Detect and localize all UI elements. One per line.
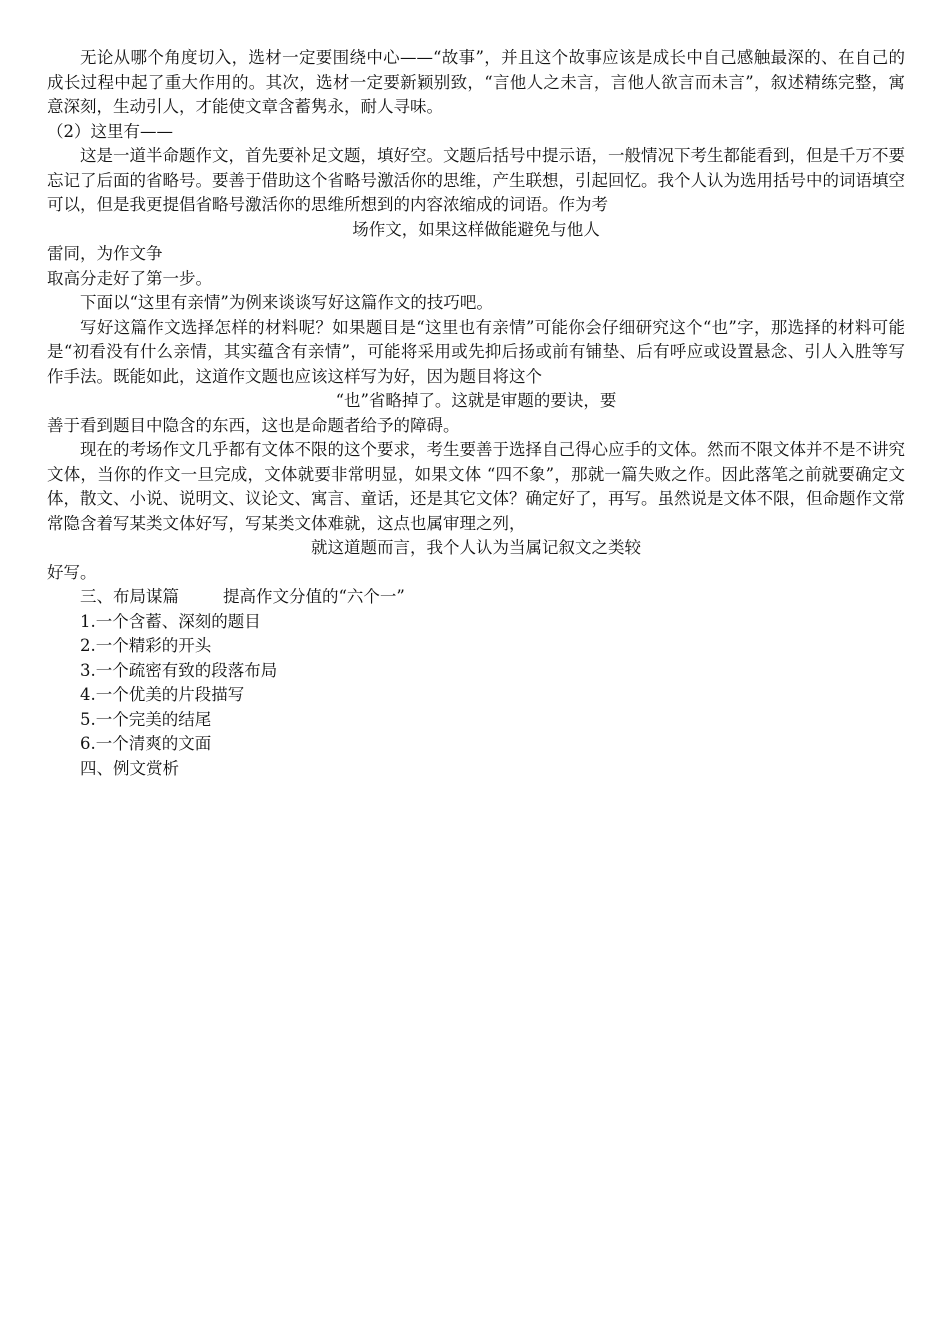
paragraph-half-title-center: 场作文，如果这样做能避免与他人: [352, 219, 600, 239]
list-item: 5.一个完美的结尾: [80, 709, 212, 729]
list-item: 3.一个疏密有致的段落布局: [80, 660, 278, 680]
section-3-title: 三、布局谋篇: [80, 587, 179, 606]
paragraph-material-choice-center: “也”省略掉了。这就是审题的要诀，要: [335, 391, 617, 410]
paragraph-half-title: 这是一道半命题作文，首先要补足文题，填好空。文题后括号中提示语，一般情况下考生都能看到，但是千万不要忘记了后面的省略号。要善于借助这个省略号激活你的思维，产生联想，引起回忆。我个人认为选用括号中的词语填空可以，但是我更提倡省略号激活你的思维所想到的内容浓缩成的词语。作为考: [47, 146, 905, 214]
paragraph-example-intro: 下面以“这里有亲情”为例来谈谈写好这篇作文的技巧吧。: [80, 293, 493, 312]
list-item: 6.一个清爽的文面: [80, 734, 212, 753]
paragraph-genre-tail: 好写。: [47, 562, 97, 582]
document-page: [47, 46, 905, 781]
paragraph-genre-center: 就这道题而言，我个人认为当属记叙文之类较: [311, 538, 641, 557]
list-item: 4.一个优美的片段描写: [80, 685, 245, 704]
paragraph-genre: 现在的考场作文几乎都有文体不限的这个要求，考生要善于选择自己得心应手的文体。然而不限文体并不是不讲究文体，当你的作文一旦完成，文体就要非常明显，如果文体 “四不象”，那就一篇失败之作。因此落笔之前就要确定文体，散文、小说、说明文、议论文、寓言、童话，还是其它文体？确定好了，再写。虽然说是文体不限，但命题作文常常隐含着写某类文体好写，写某类文体难就，这点也属审理之列，: [47, 440, 905, 533]
section-3-subtitle: 提高作文分值的“六个一”: [223, 587, 405, 606]
paragraph-half-title-tail-1: 雷同，为作文争: [47, 244, 163, 263]
section-3-heading: [47, 585, 905, 610]
paragraph-material-choice: 写好这篇作文选择怎样的材料呢？如果题目是“这里也有亲情”可能你会仔细研究这个“也”字，那选择的材料可能是“初看没有什么亲情，其实蕴含有亲情”，可能将采用或先抑后扬或前有铺垫、后有呼应或设置悬念、引人入胜等写作手法。既能如此，这道作文题也应该这样写为好，因为题目将这个: [47, 317, 905, 386]
section-4-heading: 四、例文赏析: [80, 758, 179, 778]
subheading-2: （2）这里有——: [47, 121, 173, 141]
list-item: 1.一个含蓄、深刻的题目: [80, 611, 261, 631]
paragraph-material-choice-tail: 善于看到题目中隐含的东西，这也是命题者给予的障碍。: [47, 415, 460, 435]
paragraph-material-selection: 无论从哪个角度切入，选材一定要围绕中心——“故事”，并且这个故事应该是成长中自己感触最深的、在自己的成长过程中起了重大作用的。其次，选材一定要新颖别致，“言他人之未言，言他人欲言而未言”，叙述精练完整，寓意深刻，生动引人，才能使文章含蓄隽永，耐人寻味。: [47, 48, 905, 116]
list-item: 2.一个精彩的开头: [80, 636, 212, 655]
paragraph-half-title-tail-2: 取高分走好了第一步。: [47, 268, 212, 288]
